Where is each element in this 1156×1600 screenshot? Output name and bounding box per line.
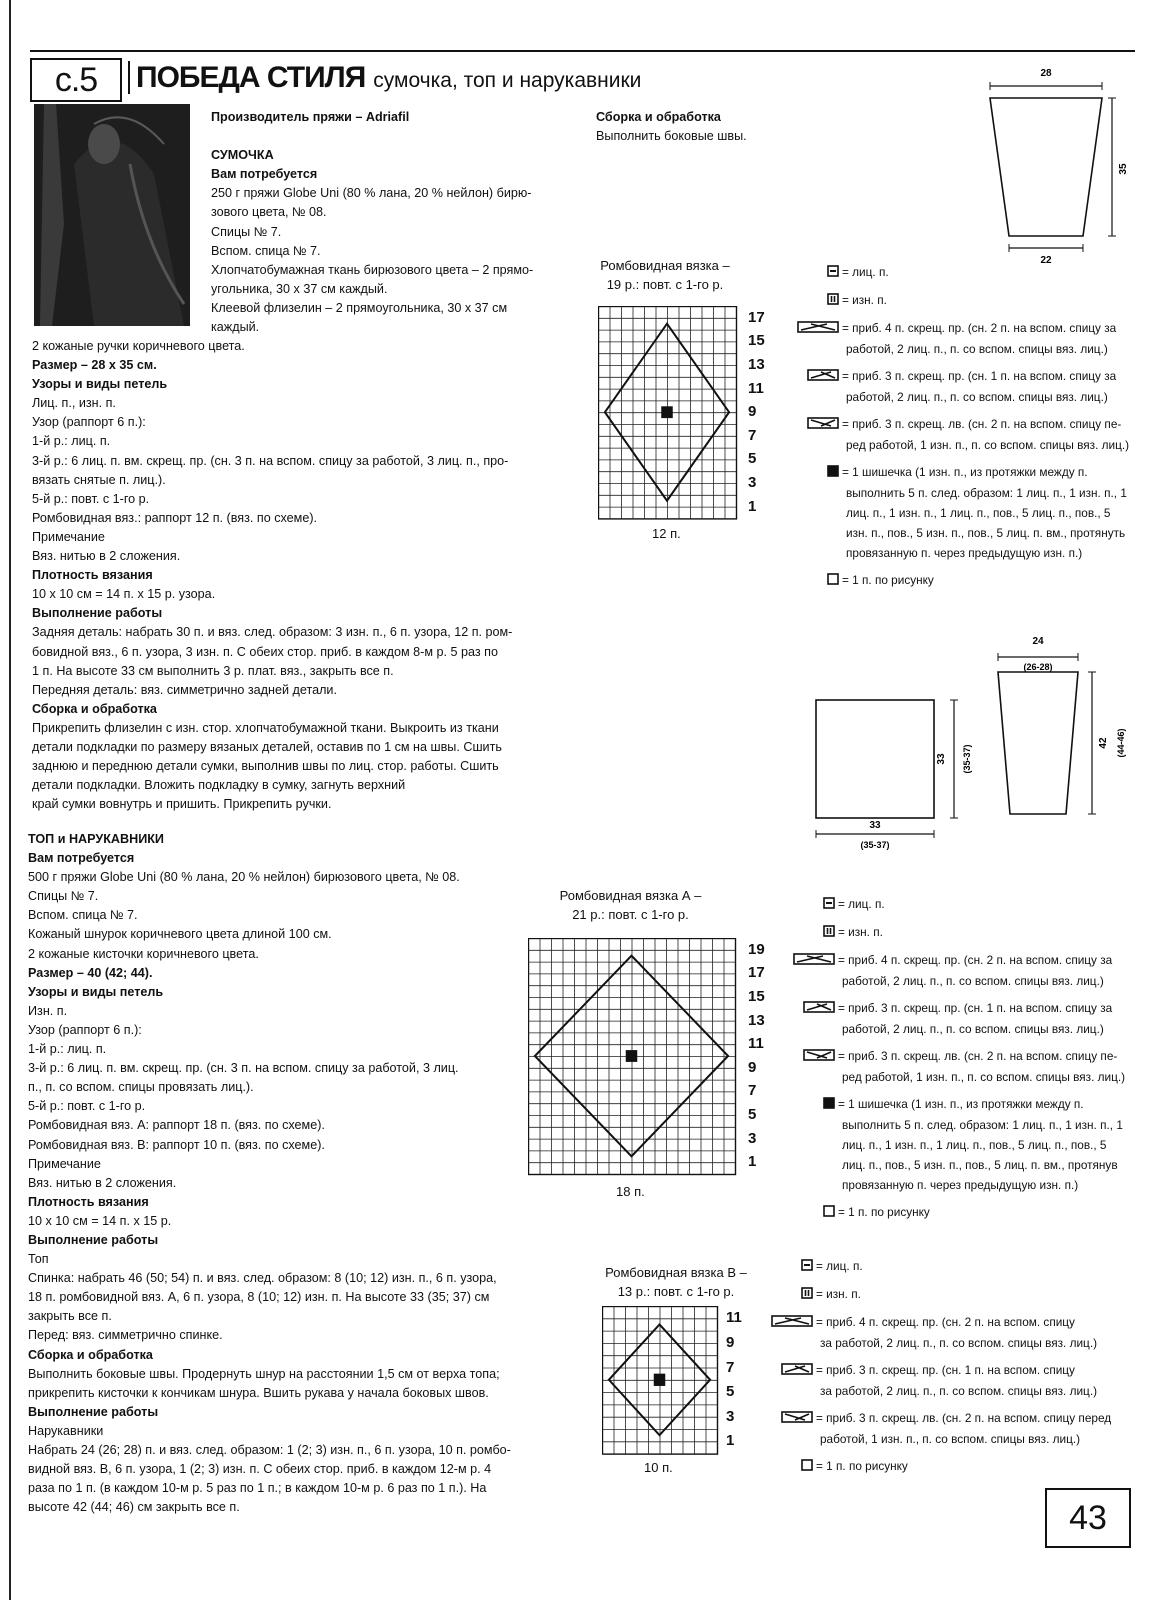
bag-body-line: Ромбовидная вяз.: раппорт 12 п. (вяз. по схеме). (32, 510, 318, 525)
cross3r-icon (807, 367, 839, 387)
legend-text: = приб. 3 п. скрещ. пр. (сн. 1 п. на вспом. спицу за (838, 1001, 1113, 1015)
bag-body-line: Прикрепить флизелин с изн. стор. хлопчатобумажной ткани. Выкроить из ткани (32, 720, 499, 735)
top-line: видной вяз. В, 6 п. узора, 1 (2; 3) изн. п. С обеих стор. приб. в каждом 12-м р. 4 (28, 1462, 492, 1477)
cross3r-icon (803, 999, 835, 1019)
top-line: Ромбовидная вяз. В: раппорт 10 п. (вяз. по схеме). (28, 1137, 325, 1152)
bobble-cell (654, 1374, 666, 1386)
chartB-title-line1: Ромбовидная вязка В – (605, 1265, 747, 1280)
bobble-icon (827, 463, 839, 483)
bag-body-line: вязать снятые п. лиц.). (32, 472, 166, 487)
bag-height-dim: 35 (1118, 163, 1129, 175)
chartB-row-numbers (726, 1306, 756, 1456)
bag-intro-line: Хлопчатобумажная ткань бирюзового цвета – 2 прямо- (211, 262, 534, 277)
top-height-dim: 33 (936, 753, 947, 765)
bag-body-line: 2 кожаные ручки коричневого цвета. (32, 339, 245, 353)
row-number: 7 (748, 426, 757, 444)
legend-text: работой, 1 изн. п., п. со вспом. спицы вяз. лиц.) (820, 1431, 1081, 1446)
legend-item (796, 366, 1116, 407)
row-number: 1 (748, 1153, 757, 1171)
page-title (128, 58, 641, 98)
legend-text: за работой, 2 лиц. п., п. со вспом. спицы вяз. лиц.) (820, 1383, 1098, 1398)
legend-text: = приб. 3 п. скрещ. пр. (сн. 1 п. на вспом. спицу за (842, 369, 1117, 383)
row-number: 5 (748, 450, 757, 468)
purl-icon (823, 923, 835, 943)
top-line: Вам потребуется (28, 851, 135, 866)
top-line: 2 кожаные кисточки коричневого цвета. (28, 946, 259, 961)
page-edge-rule (9, 0, 11, 1600)
title-subtitle: сумочка, топ и нарукавники (373, 69, 642, 92)
bag-intro-text (211, 108, 571, 337)
top-line: Узор (раппорт 6 п.): (28, 1022, 142, 1037)
legend-item (792, 1046, 1125, 1087)
row-number: 1 (726, 1432, 735, 1450)
legend-text: = приб. 3 п. скрещ. лв. (сн. 2 п. на вспом. спицу пе- (838, 1049, 1118, 1063)
legend-text: = приб. 4 п. скрещ. пр. (сн. 2 п. на вспом. спицу (816, 1315, 1075, 1329)
chartB-title (596, 1263, 756, 1301)
pattern-icon (823, 1203, 835, 1223)
legend-item (792, 998, 1112, 1039)
row-number: 17 (748, 308, 765, 326)
legend-text: = приб. 4 п. скрещ. пр. (сн. 2 п. на вспом. спицу за (838, 953, 1113, 967)
cross3l-icon (803, 1047, 835, 1067)
bag-intro-line: Производитель пряжи – Adriafil (211, 110, 410, 124)
header-rule (30, 50, 1135, 52)
top-line: Изн. п. (28, 1003, 68, 1018)
legend-item (796, 414, 1129, 455)
bag-body-line: детали подкладки. Вложить подкладку в сумку, загнуть верхний (32, 778, 406, 793)
cross3l-icon (807, 415, 839, 435)
legend-text: = лиц. п. (838, 897, 885, 911)
bag-intro-line: Клеевой флизелин – 2 прямоугольника, 30 х 37 см (211, 300, 508, 315)
legend-item (792, 950, 1112, 991)
row-number: 11 (748, 379, 764, 397)
bag-body-line: 10 х 10 см = 14 п. х 15 р. узора. (32, 587, 216, 602)
top-line: Плотность вязания (28, 1194, 149, 1209)
chart1-title-line1: Ромбовидная вязка – (600, 258, 730, 273)
row-number: 9 (748, 1058, 757, 1076)
chartB-title-line2: 13 р.: повт. с 1-го р. (617, 1284, 735, 1299)
chart1-title-line2: 19 р.: повт. с 1-го р. (606, 277, 724, 292)
top-line: Примечание (28, 1156, 101, 1171)
chartA-title-line2: 21 р.: повт. с 1-го р. (572, 907, 689, 922)
chartA-grid (528, 938, 738, 1178)
legend-text: лиц. п., 1 изн. п., 1 лиц. п., пов., 5 лиц. п., пов., 5 (842, 1137, 1107, 1152)
bag-body-line: Примечание (32, 529, 105, 544)
bag-body-line: 1-й р.: лиц. п. (32, 434, 111, 449)
top-line: 3-й р.: 6 лиц. п. вм. скрещ. пр. (сн. 3 п. на вспом. спицу за работой, 3 лиц. (28, 1061, 459, 1076)
legend-text: = 1 шишечка (1 изн. п., из протяжки между п. (842, 465, 1088, 479)
bag-intro-line: каждый. (211, 320, 260, 335)
bag-body-line: Плотность вязания (32, 568, 153, 583)
bag-body-line: Узоры и виды петель (32, 377, 168, 392)
top-line: Ромбовидная вяз. А: раппорт 18 п. (вяз. по схеме). (28, 1118, 325, 1133)
top-line: 500 г пряжи Globe Uni (80 % лана, 20 % нейлон) бирюзового цвета, № 08. (28, 870, 460, 885)
top-schematic (808, 696, 978, 856)
assembly-title: Сборка и обработка (596, 110, 721, 124)
bag-body-line: край сумки вовнутрь и пришить. Прикрепить ручки. (32, 797, 332, 812)
cross3r-icon (781, 1361, 813, 1381)
bag-body-line: Узор (раппорт 6 п.): (32, 415, 146, 430)
bag-assembly-note (596, 108, 747, 146)
bag-schematic (980, 64, 1130, 269)
knit-icon (823, 895, 835, 915)
bag-body-line: 1 п. На высоте 33 см выполнить 3 р. плат. вяз., закрыть все п. (32, 663, 394, 678)
bag-intro-line: зового цвета, № 08. (211, 205, 327, 220)
pattern-icon (801, 1457, 813, 1477)
row-number: 9 (726, 1333, 735, 1351)
top-line: Размер – 40 (42; 44). (28, 965, 153, 980)
legend-text: = изн. п. (838, 925, 883, 939)
bag-body-line: детали подкладки по размеру вязаных деталей, оставив по 1 см на швы. Сшить (32, 739, 502, 754)
top-line: 1-й р.: лиц. п. (28, 1042, 107, 1057)
title-main: ПОБЕДА СТИЛЯ (128, 61, 365, 94)
legend-text: = 1 п. по рисунку (838, 1205, 930, 1219)
row-number: 11 (726, 1309, 742, 1327)
row-number: 17 (748, 964, 765, 982)
bag-body-line: заднюю и переднюю детали сумки, выполнив швы по лиц. стор. работы. Сшить (32, 759, 499, 774)
top-line: Сборка и обработка (28, 1347, 153, 1362)
row-number: 13 (748, 1011, 765, 1029)
sleeve-height-alt: (44-46) (1116, 728, 1126, 758)
sleeve-schematic (984, 630, 1134, 820)
top-line: Топ (28, 1252, 49, 1267)
chartB-stitch-count: 10 п. (644, 1460, 673, 1475)
top-line: Выполнение работы (28, 1404, 159, 1419)
chartA-title-line1: Ромбовидная вязка А – (559, 888, 702, 903)
top-line: высоте 42 (44; 46) см закрыть все п. (28, 1500, 240, 1515)
legend-text: = приб. 3 п. скрещ. лв. (сн. 2 п. на вспом. спицу пе- (842, 417, 1122, 431)
bag-intro-line: Спицы № 7. (211, 224, 282, 239)
knit-icon (827, 263, 839, 283)
legend-item (770, 1256, 863, 1277)
legend-text: ред работой, 1 изн. п., п. со вспом. спицы вяз. лиц.) (846, 437, 1130, 452)
legend-text: лиц. п., пов., 5 изн. п., пов., 5 лиц. п. вм., протянув (842, 1157, 1118, 1172)
chart1-stitch-count: 12 п. (652, 526, 681, 541)
bag-body-line: Размер – 28 х 35 см. (32, 358, 157, 373)
top-instructions (28, 830, 573, 1517)
top-width-alt: (35-37) (860, 840, 890, 850)
bobble-icon (823, 1095, 835, 1115)
legend-text: за работой, 2 лиц. п., п. со вспом. спицы вяз. лиц.) (820, 1335, 1098, 1350)
photo-image (34, 104, 190, 326)
top-line: Набрать 24 (26; 28) п. и вяз. след. образом: 1 (2; 3) изн. п., 6 п. узора, 10 п. ромбо- (28, 1443, 511, 1457)
top-line: Спинка: набрать 46 (50; 54) п. и вяз. след. образом: 8 (10; 12) изн. п., 6 п. узора, (28, 1271, 497, 1286)
row-number: 5 (726, 1383, 735, 1401)
legend-text: провязанную п. через предыдущую изн. п.) (846, 545, 1083, 560)
cross4-icon (771, 1313, 813, 1333)
top-line: ТОП и НАРУКАВНИКИ (28, 832, 164, 846)
legend-text: выполнить 5 п. след. образом: 1 лиц. п., 1 изн. п., 1 (846, 485, 1127, 500)
chart1-row-numbers (748, 306, 778, 520)
legend-text: = лиц. п. (842, 265, 889, 279)
bag-intro-line: Вам потребуется (211, 167, 318, 182)
pattern-icon (827, 571, 839, 591)
top-line: Спицы № 7. (28, 889, 99, 904)
row-number: 5 (748, 1106, 757, 1123)
top-line: Выполнить боковые швы. Продернуть шнур на расстоянии 1,5 см от верха топа; (28, 1366, 500, 1381)
top-line: Вяз. нитью в 2 сложения. (28, 1175, 177, 1190)
chart1-title (590, 256, 740, 294)
legend-item (770, 1408, 1111, 1449)
bag-top-dim: 28 (1040, 68, 1052, 79)
legend-item (792, 894, 885, 915)
bobble-cell (661, 406, 673, 418)
chartA-row-numbers (748, 938, 778, 1178)
bag-body-line: Передняя деталь: вяз. симметрично задней детали. (32, 682, 337, 697)
legend-text: = изн. п. (816, 1287, 861, 1301)
legend-text: = приб. 3 п. скрещ. пр. (сн. 1 п. на вспом. спицу (816, 1363, 1075, 1377)
legend-text: = приб. 3 п. скрещ. лв. (сн. 2 п. на вспом. спицу перед (816, 1411, 1112, 1425)
sleeve-top-alt: (26-28) (1023, 662, 1053, 672)
top-line: п., п. со вспом. спицы провязать лиц.). (28, 1080, 254, 1095)
legend-text: работой, 2 лиц. п., п. со вспом. спицы вяз. лиц.) (842, 1021, 1104, 1036)
legend-item (796, 262, 889, 283)
chartA-title (548, 886, 713, 924)
legend-text: = приб. 4 п. скрещ. пр. (сн. 2 п. на вспом. спицу за (842, 321, 1117, 335)
legend-text: = 1 шишечка (1 изн. п., из протяжки между п. (838, 1097, 1084, 1111)
bag-bottom-dim: 22 (1040, 255, 1052, 266)
row-number: 11 (748, 1035, 764, 1053)
purl-icon (801, 1285, 813, 1305)
bobble-cell (626, 1050, 638, 1062)
bag-intro-line: угольника, 30 х 37 см каждый. (211, 281, 388, 296)
top-line: 18 п. ромбовидной вяз. А, 6 п. узора, 8 (10; 12) изн. п. На высоте 33 (35; 37) см (28, 1290, 490, 1305)
legend-text: ред работой, 1 изн. п., п. со вспом. спицы вяз. лиц.) (842, 1069, 1126, 1084)
model-photo (34, 104, 190, 326)
top-line: 10 х 10 см = 14 п. х 15 р. (28, 1213, 172, 1228)
legend-text: = лиц. п. (816, 1259, 863, 1273)
cross4-icon (793, 951, 835, 971)
row-number: 7 (748, 1082, 757, 1100)
row-number: 1 (748, 497, 757, 515)
legend-text: = изн. п. (842, 293, 887, 307)
legend-item (796, 290, 887, 311)
legend-text: провязанную п. через предыдущую изн. п.) (842, 1177, 1079, 1192)
legend-text: лиц. п., 1 изн. п., 1 лиц. п., пов., 5 лиц. п., пов., 5 (846, 505, 1111, 520)
chartB-grid (602, 1306, 720, 1456)
row-number: 3 (748, 474, 757, 491)
bag-body-line: 3-й р.: 6 лиц. п. вм. скрещ. пр. (сн. 3 п. на вспом. спицу за работой, 3 лиц. п., про- (32, 453, 509, 468)
top-outline (816, 700, 934, 818)
bag-body-line: Сборка и обработка (32, 701, 157, 716)
top-line: Нарукавники (28, 1423, 104, 1438)
bag-intro-line: СУМОЧКА (211, 148, 274, 163)
assembly-text: Выполнить боковые швы. (596, 129, 747, 144)
top-line: закрыть все п. (28, 1309, 112, 1324)
bag-outline (990, 98, 1102, 236)
row-number: 19 (748, 940, 765, 958)
sleeve-top-dim: 24 (1032, 636, 1044, 647)
legend-item (796, 462, 1127, 563)
top-width-dim: 33 (869, 820, 881, 831)
knit-icon (801, 1257, 813, 1277)
row-number: 13 (748, 356, 765, 373)
top-line: Вспом. спица № 7. (28, 908, 138, 923)
bag-intro-line: 250 г пряжи Globe Uni (80 % лана, 20 % нейлон) бирю- (211, 186, 532, 201)
top-line: прикрепить кисточки к кончикам шнура. Вшить рукава у начала боковых швов. (28, 1385, 489, 1400)
bag-body-line: Задняя деталь: набрать 30 п. и вяз. след. образом: 3 изн. п., 6 п. узора, 12 п. ром- (32, 625, 513, 640)
legend-item (770, 1360, 1097, 1401)
legend-text: = 1 п. по рисунку (842, 573, 934, 587)
legend-item (792, 922, 883, 943)
purl-icon (827, 291, 839, 311)
bag-body-line: Выполнение работы (32, 606, 163, 621)
legend-text: = 1 п. по рисунку (816, 1459, 908, 1473)
bag-body-line: 5-й р.: повт. с 1-го р. (32, 491, 150, 506)
row-number: 15 (748, 332, 765, 350)
bag-instructions (32, 337, 572, 814)
legend-item (792, 1202, 930, 1223)
top-line: Перед: вяз. симметрично спинке. (28, 1328, 223, 1343)
legend-item (796, 318, 1116, 359)
legend-text: изн. п., пов., 5 изн. п., пов., 5 лиц. п. вм., протянуть (846, 525, 1126, 540)
chart1-grid (598, 306, 738, 520)
row-number: 3 (726, 1407, 735, 1425)
cross4-icon (797, 319, 839, 339)
legend-text: работой, 2 лиц. п., п. со вспом. спицы вяз. лиц.) (846, 389, 1108, 404)
bag-body-line: Лиц. п., изн. п. (32, 396, 116, 411)
bag-intro-line (211, 127, 571, 146)
top-line: раза по 1 п. (в каждом 10-м р. 5 раз по 1 п.; в каждом 10-м р. 6 раз по 1 п.). На (28, 1481, 487, 1496)
legend-item (770, 1312, 1097, 1353)
row-number: 15 (748, 988, 765, 1005)
section-code: с.5 (30, 58, 122, 102)
top-line: Кожаный шнурок коричневого цвета длиной 100 см. (28, 927, 332, 942)
bag-body-line: бовидной вяз., 6 п. узора, 3 изн. п. С обеих стор. приб. в каждом 8-м р. 5 раз по (32, 644, 499, 659)
legend-item (792, 1094, 1123, 1195)
legend-item (770, 1456, 908, 1477)
top-height-alt: (35-37) (962, 744, 972, 774)
row-number: 3 (748, 1129, 757, 1147)
legend-item (770, 1284, 861, 1305)
top-line: Выполнение работы (28, 1232, 159, 1247)
bag-body-line: Вяз. нитью в 2 сложения. (32, 549, 181, 564)
row-number: 9 (748, 403, 757, 421)
row-number: 7 (726, 1358, 735, 1376)
chartA-stitch-count: 18 п. (616, 1184, 645, 1199)
top-line: Узоры и виды петель (28, 984, 164, 999)
cross3l-icon (781, 1409, 813, 1429)
legend-text: работой, 2 лиц. п., п. со вспом. спицы вяз. лиц.) (842, 973, 1104, 988)
top-line: 5-й р.: повт. с 1-го р. (28, 1099, 146, 1114)
legend-text: выполнить 5 п. след. образом: 1 лиц. п., 1 изн. п., 1 (842, 1117, 1123, 1132)
legend-item (796, 570, 934, 591)
bag-intro-line: Вспом. спица № 7. (211, 243, 321, 258)
sleeve-outline (998, 672, 1078, 814)
sleeve-height-dim: 42 (1098, 737, 1109, 749)
legend-text: работой, 2 лиц. п., п. со вспом. спицы вяз. лиц.) (846, 341, 1108, 356)
page-number: 43 (1045, 1488, 1131, 1548)
